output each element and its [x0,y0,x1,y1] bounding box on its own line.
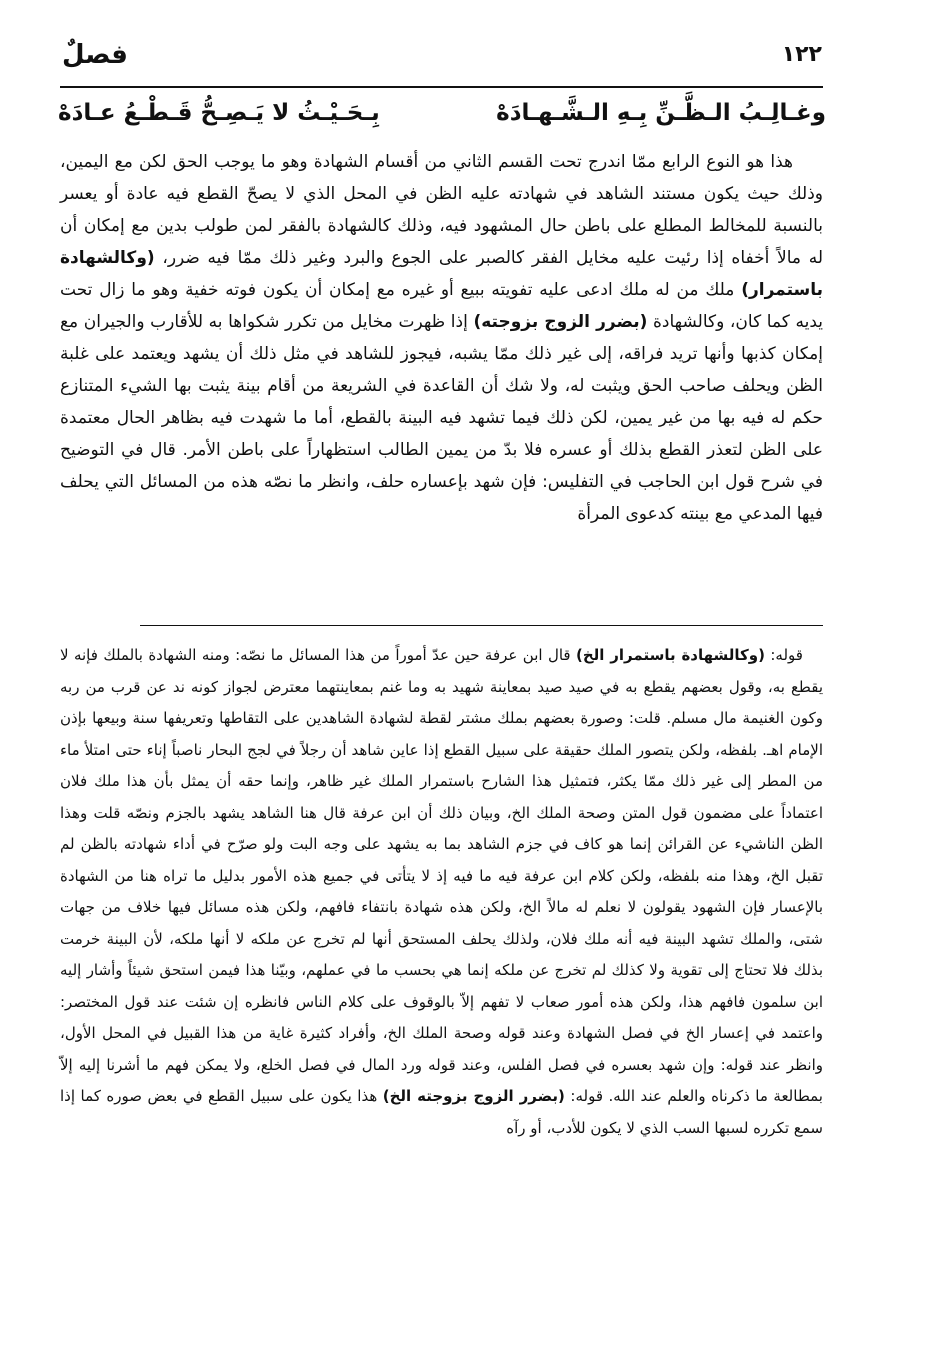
section-label: فصلٌ [62,40,128,70]
footnote-intro: قوله: [570,1087,603,1105]
footnote-quoted-phrase: (بضرر الزوج بزوجته الخ) [382,1087,565,1105]
footnote-commentary [60,640,823,1144]
footnote-quoted-phrase: (وكالشهادة باستمرار الخ) [575,646,765,664]
footnote-text-segment: هذا يكون على سبيل القطع في بعض صوره كما إذا سمع تكرره لسبها السب الذي لا يكون للأدب، أو رآه [60,1087,823,1137]
main-commentary [60,146,823,530]
quoted-phrase: (وكالشهادة باستمرار) [60,248,823,300]
main-text-segment: هذا هو النوع الرابع ممّا اندرج تحت القسم الثاني من أقسام الشهادة وهو ما يوجب الحق لكن مع اليمين، وذلك حيث يكون مستند الشاهد في شهادته عليه الظن في المحل الذي لا يصحّ القطع فيه عادة أو يعسر بالنسبة للمخالط المطلع على باطن حال المشهود فيه، وذلك كالشهادة بالفقر لمن طولب بدين مع إمكان أن له مالاً أخفاه إذا رئيت عليه مخايل الفقر كالصبر على الجوع والبرد وغير ذلك ممّا فيه ضرر، [60,152,823,268]
verse-first-hemistich: وغـالِـبُ الـظَّـنِّ بِـهِ الـشَّـهـادَهْ [496,100,826,126]
footnote-paragraph [60,640,823,1144]
footnote-text-segment: قال ابن عرفة حين عدّ أموراً من هذا المسائل ما نصّه: ومنه الشهادة بالملك فإنه لا يقطع به، وقول بعضهم يقطع به في صيد صيد بمعاينة شهيد به وما غنم بمعاينتهما معترض لجواز كونه ند عن قرب من ربه وكون الغنيمة مال مسلم. قلت: وصورة بعضهم بملك مشتر لقطة لشهادة الشاهدين على التقاطها وتعريفها سنة وبيعها بإذن الإمام اهـ. بلفظه، ولكن يتصور الملك حقيقة على سبيل القطع إذا عاين شاهد أن رجلاً في لجج البحار ناصباً إناء حتى امتلأ ماء من المطر إلى غير ذلك ممّا يكثر، فتمثيل هذا الشارح باستمرار الملك غير ظاهر، وإنما حقه أن يمثل بأن هذا ملك فلان اعتماداً على مضمون قول المتن وصحة الملك الخ، وبيان ذلك أن ابن عرفة قال هنا الشاهد يشهد بالجزم ونصّه قلت وهذا الظن الناشيء عن القرائن إنما هو كاف في جزم الشاهد بما به يشهد على وجه البت ولو صرّح في أداء شهادته بالظن لم تقبل الخ، وهذا منه بلفظه، ولكن كلام ابن عرفة فيه ما فيه إذ لا يتأتى في جميع هذه الأمور بدليل ما تراه هنا من الشهادة بالإعسار فإن الشهود يقولون لا نعلم له مالاً الخ، ولكن هذه شهادة بانتفاء فافهم، ولكن هذه مسائل فيها خلاف من جهات شتى، والملك تشهد البينة فيه أنه ملك فلان، ولذلك يحلف المستحق أنها لم تخرج عن ملكه لا أنها ملكه، لأن البينة خرمت بذلك فلا تحتاج إلى تقوية ولا كذلك لم تخرج عن ملكه إنما هي بحسب ما في عملهم، وبيّنا هذا فيمن استحق شيئاً وأشار إليه ابن سلمون فافهم هذا، ولكن هذه أمور صعاب لا تفهم إلاّ بالوقوف على كلام الناس فانظره إن شئت عند قول المختصر: واعتمد في إعسار الخ في فصل الشهادة وعند قوله وصحة الملك الخ، وأفراد كثيرة غاية من هذا القبيل في المحل الأول، وانظر عند قوله: وإن شهد بعسره في فصل الفلس، وعند قوله ورد المال في فصل الخلع، ولا يمكن فهم ما أشرنا إليه إلاّ بمطالعة ما ذكرناه والعلم عند الله. [60,646,823,1105]
header-rule [60,86,823,88]
quoted-phrase: (بضرر الزوج بزوجته) [473,312,648,332]
page-number: ١٢٢ [781,42,822,67]
main-paragraph [60,146,823,530]
main-text-segment: ملك من له ملك ادعى عليه تفويته ببيع أو غيره مع إمكان أن يكون فوته خفية وهو ما زال تحت يديه كما كان، وكالشهادة [60,280,824,332]
verse-second-hemistich: بِـحَـيْـثُ لا يَـصِـحُّ قَـطْـعُ عـادَهْ [58,100,380,126]
main-text-segment: إذا ظهرت مخايل من تكرر شكواها به للأقارب والجيران مع إمكان كذبها وأنها تريد فراقه، إلى غير ذلك ممّا يشبه، فيجوز للشاهد في مثل ذلك أن يشهد ويعتمد على غلبة الظن ويحلف صاحب الحق ويثبت له، ولا شك أن القاعدة في الشريعة من أقام بينة يثبت بها الشيء المتنازع حكم له فيه بها من غير يمين، لكن ذلك فيما تشهد فيه البينة بالقطع، أما ما شهدت فيه بظاهر الحال معتمدة على الظن لتعذر القطع بذلك أو عسره فلا بدّ من يمين الطالب استظهاراً على باطن الأمر. قال في التوضيح في شرح قول ابن الحاجب في التفليس: فإن شهد بإعساره حلف، وانظر ما نصّه هذه من المسائل التي يحلف فيها المدعي مع بينته كدعوى المرأة [60,312,823,524]
footnote-separator [140,625,823,626]
footnote-intro: قوله: [770,646,803,664]
verse-heading [58,100,826,136]
